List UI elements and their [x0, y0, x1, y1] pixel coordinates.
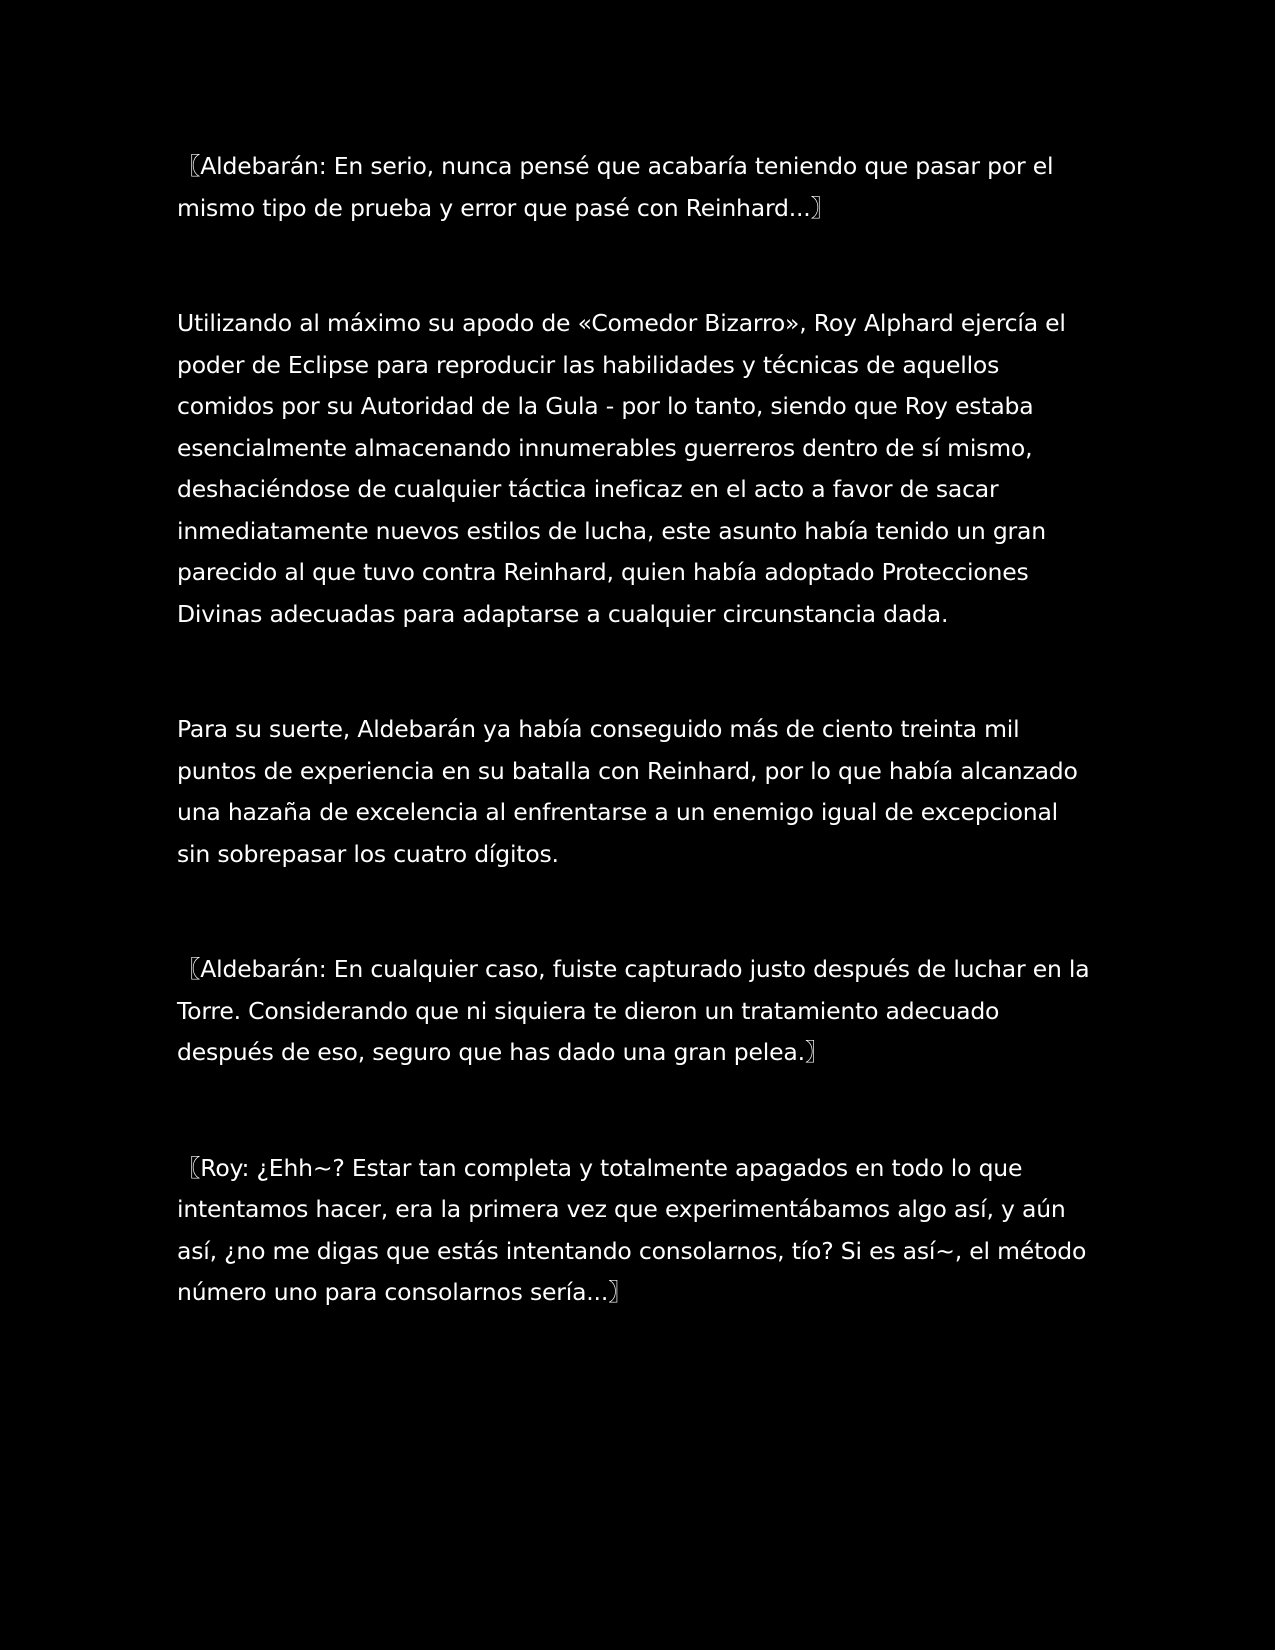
paragraph-narration-1: Utilizando al máximo su apodo de «Comedor Bizarro», Roy Alphard ejercía el poder de Eclipse para reproducir las habilidades y técnicas de aquellos comidos por su Autoridad de la Gula - por lo tanto, siendo que Roy estaba esencialmente almacenando innumerables guerreros dentro de sí mismo, deshaciéndose de cualquier táctica ineficaz en el acto a favor de sacar inmediatamente nuevos estilos de lucha, este asunto había tenido un gran parecido al que tuvo contra Reinhard, quien había adoptado Protecciones Divinas adecuadas para adaptarse a cualquier circunstancia dada.	[177, 309, 1066, 628]
paragraph-gap	[177, 229, 1097, 303]
document-body	[177, 146, 1097, 1314]
paragraph-narration-2: Para su suerte, Aldebarán ya había conseguido más de ciento treinta mil puntos de experiencia en su batalla con Reinhard, por lo que había alcanzado una hazaña de excelencia al enfrentarse a un enemigo igual de excepcional sin sobrepasar los cuatro dígitos.	[177, 715, 1078, 868]
paragraph-dialogue-roy: 〖Roy: ¿Ehh~? Estar tan completa y totalmente apagados en todo lo que intentamos hacer, era la primera vez que experimentábamos algo así, y aún así, ¿no me digas que estás intentando consolarnos, tío? Si es así~, el método número uno para consolarnos sería...〗	[177, 1153, 1087, 1306]
paragraph-dialogue-aldebaran-2: 〖Aldebarán: En cualquier caso, fuiste capturado justo después de luchar en la Torre. Considerando que ni siquiera te dieron un tratamiento adecuado después de eso, seguro que has dado una gran pelea.〗	[177, 955, 1090, 1066]
paragraph-gap	[177, 635, 1097, 709]
paragraph-gap	[177, 1074, 1097, 1148]
paragraph-dialogue-aldebaran-1: 〖Aldebarán: En serio, nunca pensé que acabaría teniendo que pasar por el mismo tipo de prueba y error que pasé con Reinhard...〗	[177, 152, 1054, 222]
paragraph-gap	[177, 875, 1097, 949]
